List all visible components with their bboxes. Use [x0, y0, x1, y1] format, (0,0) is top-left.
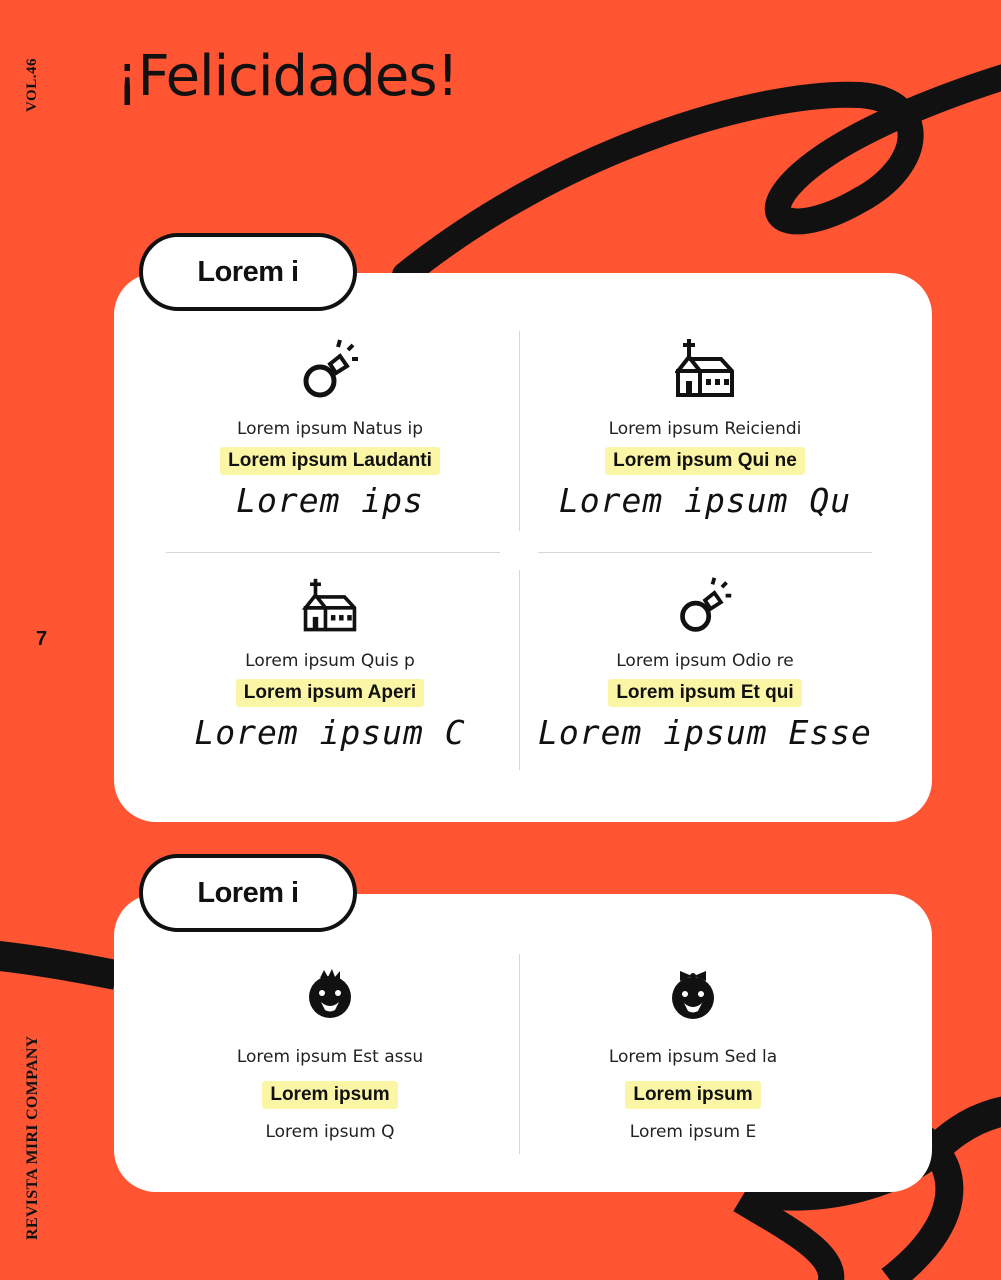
item-highlight: Lorem ipsum Qui ne: [605, 447, 805, 475]
item-text: Lorem ipsum Quis p: [245, 651, 415, 671]
item-highlight: Lorem ipsum: [625, 1081, 760, 1109]
baby-item: [503, 968, 883, 1143]
item-script: Lorem ipsum Qu: [558, 481, 852, 520]
event-item: [515, 337, 895, 521]
baby-boy-icon: [302, 968, 358, 1020]
event-item: [515, 575, 895, 753]
event-item: [140, 337, 520, 521]
section-tag: Lorem i: [139, 854, 357, 932]
item-text: Lorem ipsum Sed la: [608, 1047, 778, 1067]
church-icon: [300, 577, 360, 635]
item-script: Lorem ipsum C: [194, 713, 466, 752]
item-text: Lorem ipsum Reiciendi: [608, 419, 802, 439]
brand-name: REVISTA MIRI COMPANY: [24, 1035, 41, 1240]
item-highlight: Lorem ipsum: [262, 1081, 397, 1109]
item-script: Lorem ipsum Esse: [538, 713, 872, 752]
item-text: Lorem ipsum Odio re: [616, 651, 794, 671]
item-highlight: Lorem ipsum Laudanti: [220, 447, 440, 475]
baby-item: [140, 968, 520, 1143]
events-card: [114, 273, 932, 822]
page-number: 7: [36, 628, 48, 650]
divider: [538, 552, 872, 553]
item-text: Lorem ipsum Est assu: [236, 1047, 424, 1067]
item-text: Lorem ipsum Natus ip: [236, 419, 424, 439]
page-title: ¡Felicidades!: [116, 44, 459, 109]
ring-icon: [675, 575, 735, 635]
item-subtext: Lorem ipsum Q: [265, 1122, 395, 1142]
item-script: Lorem ips: [236, 481, 424, 520]
church-icon: [675, 337, 735, 401]
divider: [166, 552, 500, 553]
volume-label: VOL.46: [24, 58, 40, 112]
babies-card: [114, 894, 932, 1192]
item-highlight: Lorem ipsum Aperi: [236, 679, 424, 707]
item-subtext: Lorem ipsum E: [629, 1122, 757, 1142]
item-highlight: Lorem ipsum Et qui: [608, 679, 801, 707]
event-item: [140, 577, 520, 753]
baby-girl-icon: [665, 968, 721, 1020]
section-tag: Lorem i: [139, 233, 357, 311]
ring-icon: [300, 337, 360, 401]
